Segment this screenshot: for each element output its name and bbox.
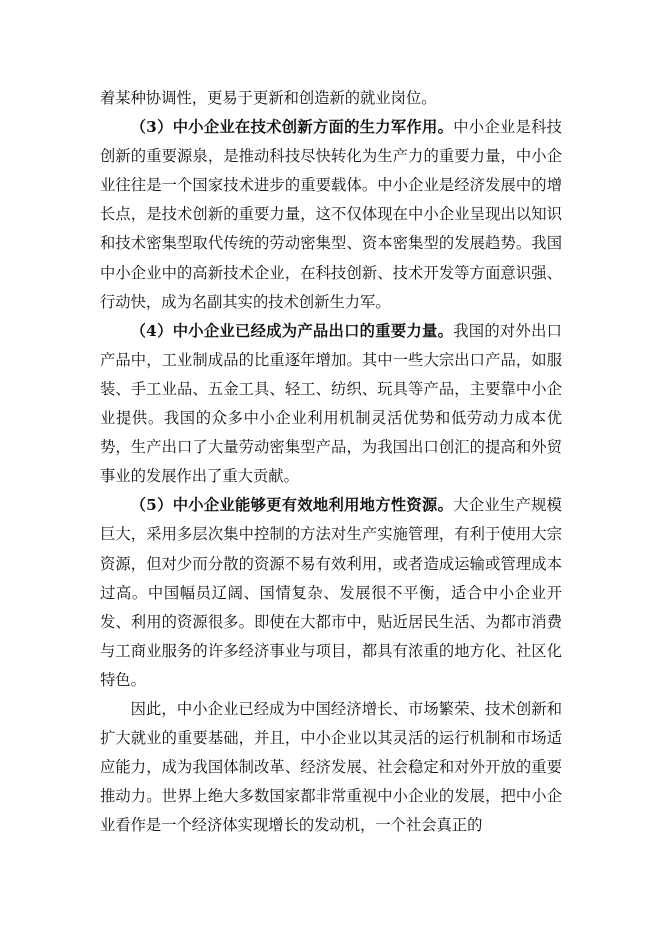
paragraph-text: 因此，中小企业已经成为中国经济增长、市场繁荣、技术创新和扩大就业的重要基础，并且，中小企业以其灵活的运行机制和市场适应能力，成为我国体制改革、经济发展、社会稳定和对外开放的重要推动力。世界上绝大多数国家都非常重视中小企业的发展，把中小企业看作是一个经济体实现增长的发动机，一个社会真正的 bbox=[100, 699, 562, 835]
paragraph-text: 我国的对外出口产品中，工业制成品的比重逐年增加。其中一些大宗出口产品，如服装、手工业品、五金工具、轻工、纺织、玩具等产品，主要靠中小企业提供。我国的众多中小企业利用机制灵活优势和低劳动力成本优势，生产出口了大量劳动密集型产品，为我国出口创汇的提高和外贸事业的发展作出了重大贡献。 bbox=[100, 321, 562, 486]
paragraph-heading: （4）中小企业已经成为产品出口的重要力量。 bbox=[130, 321, 454, 340]
paragraph-heading: （3）中小企业在技术创新方面的生力军作用。 bbox=[130, 118, 454, 137]
paragraph-local-resources bbox=[100, 491, 562, 695]
paragraph-conclusion bbox=[100, 695, 562, 840]
paragraph-text: 中小企业是科技创新的重要源泉，是推动科技尽快转化为生产力的重要力量，中小企业往往是一个国家技术进步的重要载体。中小企业是经济发展中的增长点，是技术创新的重要力量，这不仅体现在中小企业呈现出以知识和技术密集型取代传统的劳动密集型、资本密集型的发展趋势。我国中小企业中的高新技术企业，在科技创新、技术开发等方面意识强、行动快，成为名副其实的技术创新生力军。 bbox=[100, 118, 562, 311]
paragraph-text: 着某种协调性，更易于更新和创造新的就业岗位。 bbox=[100, 89, 437, 107]
paragraph-text: 大企业生产规模巨大，采用多层次集中控制的方法对生产实施管理，有利于使用大宗资源，但对少而分散的资源不易有效利用，或者造成运输或管理成本过高。中国幅员辽阔、国情复杂、发展很不平衡，适合中小企业开发、利用的资源很多。即使在大都市中，贴近居民生活、为都市消费与工商业服务的许多经济事业与项目，都具有浓重的地方化、社区化特色。 bbox=[100, 496, 562, 689]
document-body bbox=[100, 84, 562, 840]
paragraph-continuation bbox=[100, 84, 562, 113]
paragraph-heading: （5）中小企业能够更有效地利用地方性资源。 bbox=[130, 496, 454, 515]
paragraph-export bbox=[100, 317, 562, 492]
paragraph-tech-innovation bbox=[100, 113, 562, 317]
